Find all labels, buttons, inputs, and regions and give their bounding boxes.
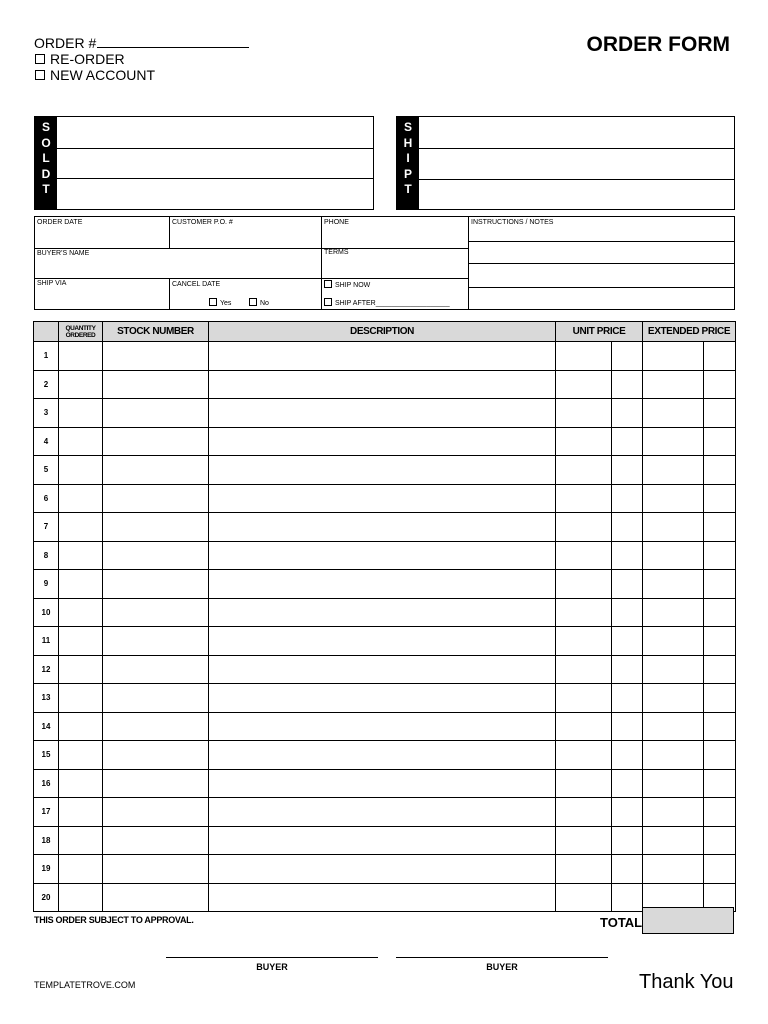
quantity-cell[interactable] xyxy=(59,769,103,798)
extended-price-cell[interactable] xyxy=(643,769,704,798)
new-account-option[interactable] xyxy=(35,67,155,83)
buyer-signature-label: BUYER xyxy=(256,962,288,972)
unit-price-cell[interactable] xyxy=(556,598,612,627)
stock-number-cell[interactable] xyxy=(103,570,209,599)
unit-price-cents-cell[interactable] xyxy=(612,484,643,513)
notes-line xyxy=(468,287,734,288)
description-cell[interactable] xyxy=(209,627,556,656)
extended-price-cell[interactable] xyxy=(643,741,704,770)
unit-price-cents-cell[interactable] xyxy=(612,798,643,827)
description-cell[interactable] xyxy=(209,655,556,684)
order-number-field[interactable] xyxy=(34,35,249,51)
unit-price-cell[interactable] xyxy=(556,484,612,513)
notes-line xyxy=(468,263,734,264)
row-number: 11 xyxy=(34,627,59,656)
description-cell[interactable] xyxy=(209,456,556,485)
quantity-header: QUANTITY ORDERED xyxy=(59,322,103,342)
row-number: 20 xyxy=(34,883,59,912)
row-number: 19 xyxy=(34,855,59,884)
extended-price-cell[interactable] xyxy=(643,826,704,855)
quantity-cell[interactable] xyxy=(59,655,103,684)
row-number: 6 xyxy=(34,484,59,513)
extended-price-cents-cell[interactable] xyxy=(704,427,736,456)
description-cell[interactable] xyxy=(209,855,556,884)
extended-price-cell[interactable] xyxy=(643,456,704,485)
table-row xyxy=(34,456,736,485)
phone-label: PHONE xyxy=(324,219,349,226)
row-number: 4 xyxy=(34,427,59,456)
extended-price-cents-cell[interactable] xyxy=(704,541,736,570)
stock-number-cell[interactable] xyxy=(103,655,209,684)
reorder-option[interactable] xyxy=(35,51,125,67)
ship-to-box xyxy=(396,116,735,210)
extended-price-cell[interactable] xyxy=(643,370,704,399)
table-row xyxy=(34,427,736,456)
row-number: 10 xyxy=(34,598,59,627)
instructions-label: INSTRUCTIONS / NOTES xyxy=(471,219,554,226)
unit-price-cents-cell[interactable] xyxy=(612,627,643,656)
row-number: 15 xyxy=(34,741,59,770)
unit-price-cell[interactable] xyxy=(556,684,612,713)
table-row xyxy=(34,513,736,542)
unit-price-header: UNIT PRICE xyxy=(556,322,643,342)
extended-price-cents-cell[interactable] xyxy=(704,484,736,513)
row-number: 1 xyxy=(34,342,59,371)
stock-number-cell[interactable] xyxy=(103,798,209,827)
sold-to-letter: S xyxy=(41,120,50,134)
quantity-cell[interactable] xyxy=(59,855,103,884)
unit-price-cell[interactable] xyxy=(556,427,612,456)
unit-price-cents-cell[interactable] xyxy=(612,427,643,456)
sold-to-letter: L xyxy=(42,151,50,166)
ship-to-line[interactable] xyxy=(419,148,734,149)
quantity-cell[interactable] xyxy=(59,484,103,513)
row-number: 2 xyxy=(34,370,59,399)
stock-number-cell[interactable] xyxy=(103,427,209,456)
quantity-cell[interactable] xyxy=(59,427,103,456)
quantity-cell[interactable] xyxy=(59,570,103,599)
notes-line xyxy=(468,241,734,242)
table-row xyxy=(34,370,736,399)
table-row xyxy=(34,741,736,770)
description-cell[interactable] xyxy=(209,684,556,713)
unit-price-cents-cell[interactable] xyxy=(612,712,643,741)
unit-price-cell[interactable] xyxy=(556,627,612,656)
stock-number-cell[interactable] xyxy=(103,627,209,656)
customer-po-label: CUSTOMER P.O. # xyxy=(172,219,233,226)
table-header-row xyxy=(34,322,736,342)
row-number: 9 xyxy=(34,570,59,599)
sold-to-letter: O xyxy=(41,135,51,150)
sold-to-sidebar xyxy=(35,117,57,209)
sold-to-letter: T xyxy=(42,182,50,197)
ship-to-letter: H xyxy=(403,135,413,150)
ship-to-letter: S xyxy=(403,120,412,134)
quantity-cell[interactable] xyxy=(59,342,103,371)
table-row xyxy=(34,342,736,371)
description-cell[interactable] xyxy=(209,342,556,371)
extended-price-cell[interactable] xyxy=(643,627,704,656)
sold-to-line[interactable] xyxy=(57,148,373,149)
ship-now-option[interactable] xyxy=(324,280,370,289)
row-number: 8 xyxy=(34,541,59,570)
quantity-cell[interactable] xyxy=(59,370,103,399)
quantity-cell[interactable] xyxy=(59,513,103,542)
reorder-label: RE-ORDER xyxy=(50,51,125,67)
extended-price-cents-cell[interactable] xyxy=(704,741,736,770)
stock-number-cell[interactable] xyxy=(103,769,209,798)
grid-divider xyxy=(169,278,170,310)
grid-divider xyxy=(321,217,322,310)
quantity-cell[interactable] xyxy=(59,456,103,485)
table-row xyxy=(34,399,736,428)
table-row xyxy=(34,684,736,713)
extended-price-cents-cell[interactable] xyxy=(704,627,736,656)
buyers-name-label: BUYER'S NAME xyxy=(37,250,90,257)
order-date-label: ORDER DATE xyxy=(37,219,83,226)
cancel-yes-option[interactable] xyxy=(209,298,231,307)
description-cell[interactable] xyxy=(209,541,556,570)
description-cell[interactable] xyxy=(209,712,556,741)
description-cell[interactable] xyxy=(209,484,556,513)
quantity-cell[interactable] xyxy=(59,684,103,713)
extended-price-cents-cell[interactable] xyxy=(704,456,736,485)
grid-divider xyxy=(35,278,468,279)
unit-price-cell[interactable] xyxy=(556,570,612,599)
extended-price-cents-cell[interactable] xyxy=(704,570,736,599)
unit-price-cents-cell[interactable] xyxy=(612,399,643,428)
description-cell[interactable] xyxy=(209,741,556,770)
stock-number-cell[interactable] xyxy=(103,484,209,513)
ship-via-label: SHIP VIA xyxy=(37,280,67,287)
thank-you-text: Thank You xyxy=(639,971,734,993)
row-number: 3 xyxy=(34,399,59,428)
extended-price-cell[interactable] xyxy=(643,342,704,371)
quantity-cell[interactable] xyxy=(59,712,103,741)
stock-number-cell[interactable] xyxy=(103,456,209,485)
extended-price-cents-cell[interactable] xyxy=(704,399,736,428)
stock-number-cell[interactable] xyxy=(103,741,209,770)
table-row xyxy=(34,826,736,855)
table-row xyxy=(34,798,736,827)
ship-to-line[interactable] xyxy=(419,179,734,180)
unit-price-cell[interactable] xyxy=(556,741,612,770)
stock-number-cell[interactable] xyxy=(103,342,209,371)
unit-price-cents-cell[interactable] xyxy=(612,456,643,485)
quantity-cell[interactable] xyxy=(59,741,103,770)
description-cell[interactable] xyxy=(209,427,556,456)
extended-price-cents-cell[interactable] xyxy=(704,798,736,827)
unit-price-cell[interactable] xyxy=(556,541,612,570)
yes-label: Yes xyxy=(220,300,232,307)
stock-number-cell[interactable] xyxy=(103,826,209,855)
extended-price-cents-cell[interactable] xyxy=(704,769,736,798)
stock-number-cell[interactable] xyxy=(103,855,209,884)
extended-price-cents-cell[interactable] xyxy=(704,655,736,684)
table-row xyxy=(34,712,736,741)
ship-after-checkbox[interactable] xyxy=(324,298,332,306)
extended-price-cents-cell[interactable] xyxy=(704,684,736,713)
buyer-signature-line[interactable] xyxy=(166,957,378,958)
extended-price-cents-cell[interactable] xyxy=(704,370,736,399)
unit-price-cell[interactable] xyxy=(556,456,612,485)
description-cell[interactable] xyxy=(209,826,556,855)
row-number-header xyxy=(34,322,59,342)
row-number: 13 xyxy=(34,684,59,713)
unit-price-cell[interactable] xyxy=(556,826,612,855)
cancel-date-label: CANCEL DATE xyxy=(172,281,221,288)
quantity-cell[interactable] xyxy=(59,399,103,428)
table-row xyxy=(34,855,736,884)
row-number: 17 xyxy=(34,798,59,827)
unit-price-cents-cell[interactable] xyxy=(612,598,643,627)
extended-price-cell[interactable] xyxy=(643,484,704,513)
no-checkbox[interactable] xyxy=(249,298,257,306)
buyer-signature-label: BUYER xyxy=(486,962,518,972)
unit-price-cents-cell[interactable] xyxy=(612,826,643,855)
order-info-grid xyxy=(34,216,735,310)
ship-now-label: SHIP NOW xyxy=(335,282,371,289)
extended-price-cents-cell[interactable] xyxy=(704,598,736,627)
unit-price-cents-cell[interactable] xyxy=(612,741,643,770)
buyer-signature-line[interactable] xyxy=(396,957,608,958)
extended-price-cell[interactable] xyxy=(643,798,704,827)
quantity-cell[interactable] xyxy=(59,883,103,912)
description-cell[interactable] xyxy=(209,570,556,599)
table-row xyxy=(34,883,736,912)
ship-after-label: SHIP AFTER___________________ xyxy=(335,300,450,307)
table-row xyxy=(34,769,736,798)
extended-price-cents-cell[interactable] xyxy=(704,513,736,542)
unit-price-cell[interactable] xyxy=(556,655,612,684)
unit-price-cell[interactable] xyxy=(556,370,612,399)
extended-price-cell[interactable] xyxy=(643,598,704,627)
grid-divider xyxy=(169,217,170,248)
table-row xyxy=(34,570,736,599)
unit-price-cell[interactable] xyxy=(556,769,612,798)
order-items-table xyxy=(33,321,736,912)
unit-price-cents-cell[interactable] xyxy=(612,769,643,798)
unit-price-cell[interactable] xyxy=(556,883,612,912)
order-number-line[interactable] xyxy=(97,35,249,48)
ship-to-letter: T xyxy=(404,182,412,197)
extended-price-cell[interactable] xyxy=(643,855,704,884)
stock-number-cell[interactable] xyxy=(103,883,209,912)
new-account-checkbox[interactable] xyxy=(35,70,45,80)
extended-price-cell[interactable] xyxy=(643,655,704,684)
total-field[interactable] xyxy=(642,907,734,934)
stock-number-cell[interactable] xyxy=(103,541,209,570)
extended-price-cell[interactable] xyxy=(643,712,704,741)
extended-price-cents-cell[interactable] xyxy=(704,826,736,855)
extended-price-cell[interactable] xyxy=(643,399,704,428)
description-cell[interactable] xyxy=(209,883,556,912)
ship-now-checkbox[interactable] xyxy=(324,280,332,288)
extended-price-cents-cell[interactable] xyxy=(704,712,736,741)
ship-to-letter: I xyxy=(406,151,410,166)
extended-price-cell[interactable] xyxy=(643,513,704,542)
extended-price-cell[interactable] xyxy=(643,570,704,599)
quantity-cell[interactable] xyxy=(59,541,103,570)
order-number-label: ORDER # xyxy=(34,35,97,51)
sold-to-letter: D xyxy=(41,166,51,181)
extended-price-cell[interactable] xyxy=(643,541,704,570)
unit-price-cents-cell[interactable] xyxy=(612,342,643,371)
quantity-cell[interactable] xyxy=(59,798,103,827)
quantity-cell[interactable] xyxy=(59,627,103,656)
ship-to-letter: P xyxy=(403,166,412,181)
yes-checkbox[interactable] xyxy=(209,298,217,306)
unit-price-cents-cell[interactable] xyxy=(612,883,643,912)
description-cell[interactable] xyxy=(209,513,556,542)
table-row xyxy=(34,627,736,656)
reorder-checkbox[interactable] xyxy=(35,54,45,64)
row-number: 18 xyxy=(34,826,59,855)
extended-price-cell[interactable] xyxy=(643,684,704,713)
approval-note: THIS ORDER SUBJECT TO APPROVAL. xyxy=(34,915,194,925)
total-label: TOTAL xyxy=(600,915,643,930)
stock-number-cell[interactable] xyxy=(103,370,209,399)
stock-number-cell[interactable] xyxy=(103,399,209,428)
row-number: 7 xyxy=(34,513,59,542)
terms-label: TERMS xyxy=(324,249,349,256)
unit-price-cents-cell[interactable] xyxy=(612,370,643,399)
sold-to-line[interactable] xyxy=(57,178,373,179)
table-row xyxy=(34,598,736,627)
table-row xyxy=(34,484,736,513)
no-label: No xyxy=(260,300,269,307)
description-cell[interactable] xyxy=(209,399,556,428)
unit-price-cents-cell[interactable] xyxy=(612,541,643,570)
extended-price-header: EXTENDED PRICE xyxy=(643,322,736,342)
table-row xyxy=(34,655,736,684)
description-header: DESCRIPTION xyxy=(209,322,556,342)
unit-price-cell[interactable] xyxy=(556,798,612,827)
stock-number-cell[interactable] xyxy=(103,712,209,741)
quantity-cell[interactable] xyxy=(59,598,103,627)
sold-to-box xyxy=(34,116,374,210)
row-number: 5 xyxy=(34,456,59,485)
unit-price-cents-cell[interactable] xyxy=(612,684,643,713)
description-cell[interactable] xyxy=(209,598,556,627)
quantity-cell[interactable] xyxy=(59,826,103,855)
ship-after-option[interactable] xyxy=(324,298,450,307)
table-row xyxy=(34,541,736,570)
stock-number-cell[interactable] xyxy=(103,598,209,627)
unit-price-cents-cell[interactable] xyxy=(612,570,643,599)
description-cell[interactable] xyxy=(209,370,556,399)
website-link[interactable]: TEMPLATETROVE.COM xyxy=(34,980,136,990)
extended-price-cell[interactable] xyxy=(643,427,704,456)
description-cell[interactable] xyxy=(209,798,556,827)
extended-price-cents-cell[interactable] xyxy=(704,342,736,371)
row-number: 14 xyxy=(34,712,59,741)
unit-price-cents-cell[interactable] xyxy=(612,855,643,884)
unit-price-cents-cell[interactable] xyxy=(612,513,643,542)
unit-price-cell[interactable] xyxy=(556,342,612,371)
row-number: 16 xyxy=(34,769,59,798)
stock-number-cell[interactable] xyxy=(103,684,209,713)
stock-number-header: STOCK NUMBER xyxy=(103,322,209,342)
unit-price-cell[interactable] xyxy=(556,513,612,542)
grid-divider xyxy=(35,248,468,249)
unit-price-cell[interactable] xyxy=(556,712,612,741)
description-cell[interactable] xyxy=(209,769,556,798)
row-number: 12 xyxy=(34,655,59,684)
unit-price-cents-cell[interactable] xyxy=(612,655,643,684)
page-title: ORDER FORM xyxy=(586,33,730,56)
new-account-label: NEW ACCOUNT xyxy=(50,67,155,83)
extended-price-cents-cell[interactable] xyxy=(704,855,736,884)
unit-price-cell[interactable] xyxy=(556,399,612,428)
ship-to-sidebar xyxy=(397,117,419,209)
cancel-no-option[interactable] xyxy=(249,298,269,307)
stock-number-cell[interactable] xyxy=(103,513,209,542)
unit-price-cell[interactable] xyxy=(556,855,612,884)
